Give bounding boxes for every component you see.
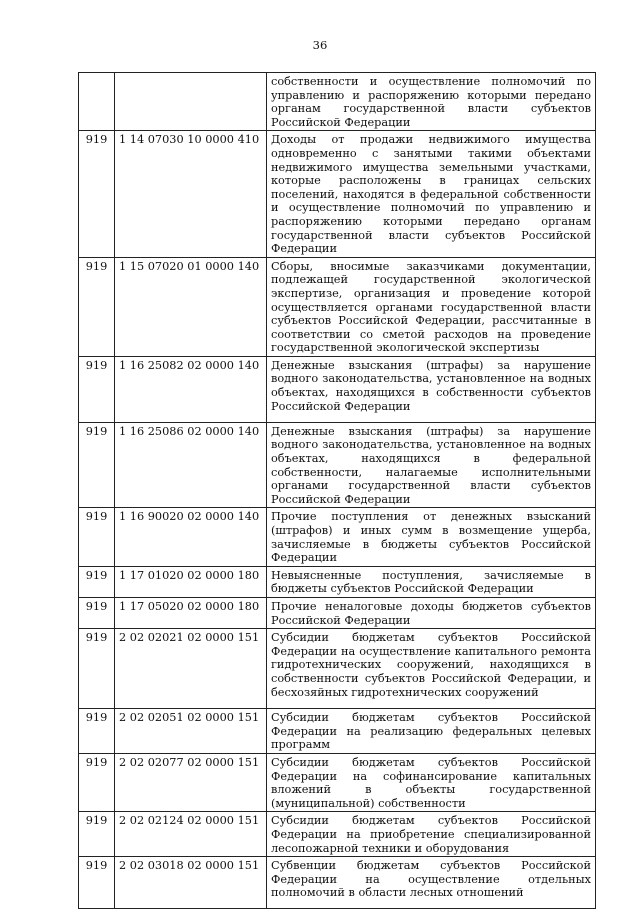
budget-code-cell: 2 02 02077 02 0000 151 — [115, 753, 267, 811]
description-cell: Денежные взыскания (штрафы) за нарушение водного законодательства, установленное на водных объектах, находящихся в федеральной собственности, налагаемые исполнительными органами государственной власти субъектов Российской Федерации — [267, 422, 596, 508]
table-body — [79, 73, 596, 909]
admin-code-cell: 919 — [79, 131, 115, 257]
table-row — [79, 598, 596, 629]
admin-code-cell: 919 — [79, 857, 115, 909]
description-cell: Прочие неналоговые доходы бюджетов субъектов Российской Федерации — [267, 598, 596, 629]
table-row — [79, 422, 596, 508]
budget-code-cell: 1 17 01020 02 0000 180 — [115, 566, 267, 597]
budget-code-cell: 1 17 05020 02 0000 180 — [115, 598, 267, 629]
admin-code-cell: 919 — [79, 422, 115, 508]
description-cell: Субвенции бюджетам субъектов Российской Федерации на осуществление отдельных полномочий в области лесных отношений — [267, 857, 596, 909]
table-row — [79, 629, 596, 709]
description-cell: Доходы от продажи недвижимого имущества одновременно с занятыми такими объектами недвижимого имущества земельными участками, которые расположены в границах сельских поселений, находятся в федеральной собственности и осуществление полномочий по управлению и распоряжению которыми передано органам государственной власти субъектов Российской Федерации — [267, 131, 596, 257]
budget-code-cell: 1 15 07020 01 0000 140 — [115, 257, 267, 356]
page-number: 36 — [312, 38, 328, 52]
description-cell: Денежные взыскания (штрафы) за нарушение водного законодательства, установленное на водных объектах, находящихся в собственности субъектов Российской Федерации — [267, 356, 596, 422]
budget-code-cell: 1 16 25082 02 0000 140 — [115, 356, 267, 422]
table-row — [79, 753, 596, 811]
budget-code-cell: 2 02 03018 02 0000 151 — [115, 857, 267, 909]
admin-code-cell: 919 — [79, 753, 115, 811]
description-cell: Прочие поступления от денежных взысканий (штрафов) и иных сумм в возмещение ущерба, зачисляемые в бюджеты субъектов Российской Федерации — [267, 508, 596, 566]
budget-code-cell: 1 14 07030 10 0000 410 — [115, 131, 267, 257]
budget-code-cell: 2 02 02051 02 0000 151 — [115, 709, 267, 754]
admin-code-cell: 919 — [79, 598, 115, 629]
table-row — [79, 857, 596, 909]
admin-code-cell: 919 — [79, 356, 115, 422]
description-cell: Сборы, вносимые заказчиками документации, подлежащей государственной экологической экспертизе, организация и проведение которой осуществляется органами государственной власти субъектов Российской Федерации, рассчитанные в соответствии со сметой расходов на проведение государственной экологической экспертизы — [267, 257, 596, 356]
table-row — [79, 257, 596, 356]
description-cell: Субсидии бюджетам субъектов Российской Федерации на реализацию федеральных целевых программ — [267, 709, 596, 754]
table-row — [79, 812, 596, 857]
admin-code-cell: 919 — [79, 508, 115, 566]
table-row — [79, 356, 596, 422]
admin-code-cell: 919 — [79, 566, 115, 597]
admin-code-cell: 919 — [79, 812, 115, 857]
budget-code-cell: 2 02 02021 02 0000 151 — [115, 629, 267, 709]
budget-code-cell: 2 02 02124 02 0000 151 — [115, 812, 267, 857]
admin-code-cell: 919 — [79, 257, 115, 356]
description-cell: Субсидии бюджетам субъектов Российской Федерации на софинансирование капитальных вложений в объекты государственной (муниципальной) собственности — [267, 753, 596, 811]
table-row — [79, 131, 596, 257]
budget-code-cell — [115, 73, 267, 131]
table-row — [79, 566, 596, 597]
admin-code-cell — [79, 73, 115, 131]
description-cell: Невыясненные поступления, зачисляемые в бюджеты субъектов Российской Федерации — [267, 566, 596, 597]
table-row — [79, 73, 596, 131]
budget-code-cell: 1 16 25086 02 0000 140 — [115, 422, 267, 508]
table-row — [79, 709, 596, 754]
table-row — [79, 508, 596, 566]
budget-codes-table — [78, 72, 596, 909]
budget-code-cell: 1 16 90020 02 0000 140 — [115, 508, 267, 566]
description-cell: Субсидии бюджетам субъектов Российской Федерации на приобретение специализированной лесопожарной техники и оборудования — [267, 812, 596, 857]
description-cell: Субсидии бюджетам субъектов Российской Федерации на осуществление капитального ремонта гидротехнических сооружений, находящихся в собственности субъектов Российской Федерации, и бесхозяйных гидротехнических сооружений — [267, 629, 596, 709]
admin-code-cell: 919 — [79, 709, 115, 754]
description-cell: собственности и осуществление полномочий по управлению и распоряжению которыми передано органам государственной власти субъектов Российской Федерации — [267, 73, 596, 131]
admin-code-cell: 919 — [79, 629, 115, 709]
